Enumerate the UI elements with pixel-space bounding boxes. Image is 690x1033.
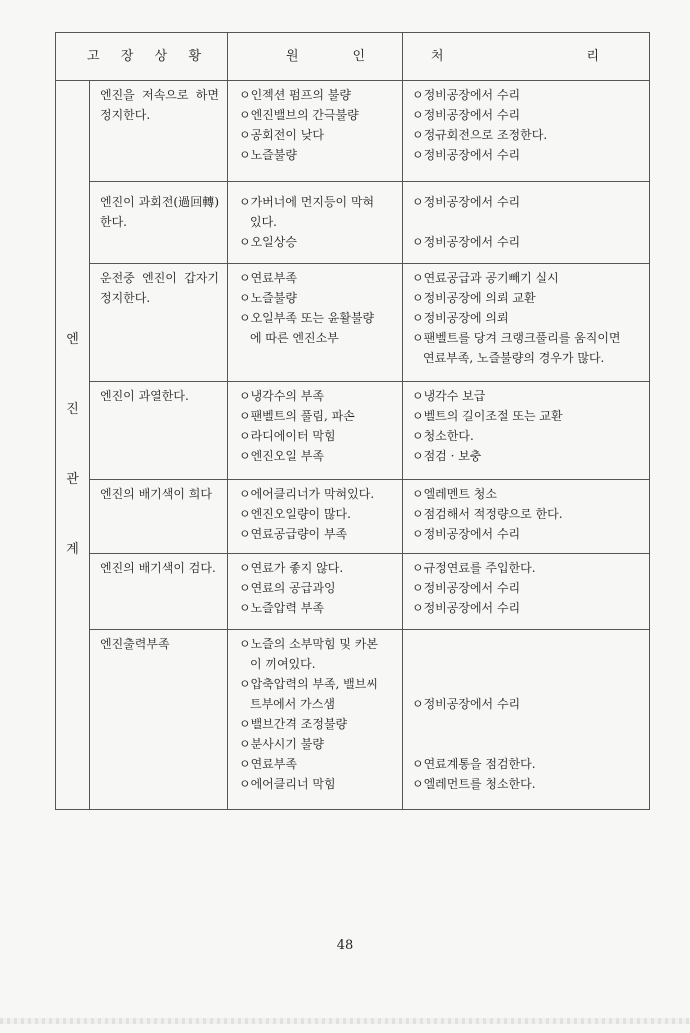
remedy-line: ㅇ정비공장에 의뢰 xyxy=(412,311,509,325)
header-row xyxy=(56,33,650,81)
cause-line: ㅇ압축압력의 부족, 밸브씨 xyxy=(239,677,378,691)
category-char: 엔 xyxy=(66,332,79,347)
cause-line: ㅇ노즐의 소부막힘 및 카본 xyxy=(239,637,378,651)
cause-line: 트부에서 가스샘 xyxy=(250,697,335,711)
remedy-line: ㅇ냉각수 보급 xyxy=(412,389,486,403)
symptom-cell xyxy=(90,630,228,810)
cause-line: ㅇ오일부족 또는 윤활불량 xyxy=(239,311,375,325)
remedy-line: ㅇ정비공장에서 수리 xyxy=(412,88,521,102)
remedy-line: ㅇ점검해서 적정량으로 한다. xyxy=(412,507,563,521)
remedy-line: ㅇ팬벨트를 당겨 크랭크풀리를 움직이면 xyxy=(412,331,621,345)
spacer xyxy=(412,714,645,754)
cause-cell xyxy=(228,264,403,382)
symptom-text: 엔진의 배기색이 희다 xyxy=(100,487,212,501)
header-remedy-char-1: 처 xyxy=(431,48,444,64)
symptom-cell xyxy=(90,554,228,630)
remedy-line: ㅇ엘레먼트를 청소한다. xyxy=(412,777,536,791)
header-remedy-text xyxy=(403,47,649,67)
cause-line: ㅇ밸브간격 조정불량 xyxy=(239,717,348,731)
cause-cell xyxy=(228,630,403,810)
symptom-cell xyxy=(90,382,228,480)
remedy-line: ㅇ벨트의 길이조절 또는 교환 xyxy=(412,409,563,423)
cause-line: ㅇ연료가 좋지 않다. xyxy=(239,561,344,575)
cause-line: ㅇ엔진오일 부족 xyxy=(239,449,324,463)
table-row xyxy=(56,264,650,382)
header-symptom xyxy=(56,33,228,81)
remedy-cell xyxy=(403,554,650,630)
header-symptom-char-1: 고 xyxy=(87,48,100,64)
cause-line: ㅇ연료의 공급과잉 xyxy=(239,581,336,595)
remedy-line: ㅇ정비공장에서 수리 xyxy=(412,601,521,615)
header-cause-char-2: 인 xyxy=(352,48,365,64)
header-cause xyxy=(228,33,403,81)
category-char: 관 xyxy=(66,472,79,487)
cause-line: ㅇ공회전이 낮다 xyxy=(239,128,324,142)
remedy-line: 연료부족, 노즐불량의 경우가 많다. xyxy=(423,351,605,365)
remedy-cell xyxy=(403,480,650,554)
table-row xyxy=(56,480,650,554)
remedy-line: ㅇ점검 · 보충 xyxy=(412,449,482,463)
symptom-cell xyxy=(90,264,228,382)
remedy-line: ㅇ엘레멘트 청소 xyxy=(412,487,497,501)
symptom-cell xyxy=(90,480,228,554)
symptom-text: 엔진출력부족 xyxy=(100,637,170,651)
header-remedy-char-2: 리 xyxy=(586,48,599,64)
category-cell xyxy=(56,81,90,810)
remedy-line: ㅇ정비공장에서 수리 xyxy=(412,195,521,209)
troubleshooting-table xyxy=(55,32,650,810)
cause-line: ㅇ에어클리너가 막혀있다. xyxy=(239,487,375,501)
category-label xyxy=(56,330,89,560)
cause-line: ㅇ에어클리너 막힘 xyxy=(239,777,336,791)
spacer xyxy=(412,634,645,674)
header-symptom-text xyxy=(56,47,227,67)
remedy-line: ㅇ정비공장에 의뢰 교환 xyxy=(412,291,536,305)
remedy-line: ㅇ정비공장에서 수리 xyxy=(412,108,521,122)
category-char: 진 xyxy=(66,402,79,417)
cause-cell xyxy=(228,480,403,554)
remedy-line: ㅇ정비공장에서 수리 xyxy=(412,527,521,541)
page-number: 48 xyxy=(336,938,354,953)
category-char: 계 xyxy=(66,542,79,557)
remedy-cell xyxy=(403,630,650,810)
header-cause-char-1: 원 xyxy=(286,48,299,64)
remedy-cell xyxy=(403,182,650,264)
cause-line: ㅇ연료부족 xyxy=(239,271,297,285)
cause-line: ㅇ연료공급량이 부족 xyxy=(239,527,348,541)
remedy-line: ㅇ규정연료를 주입한다. xyxy=(412,561,536,575)
cause-line: ㅇ인젝션 펌프의 불량 xyxy=(239,88,351,102)
symptom-text: 엔진이 과회전(過回轉)한다. xyxy=(100,195,219,229)
table-row xyxy=(56,630,650,810)
table-row xyxy=(56,554,650,630)
cause-cell xyxy=(228,382,403,480)
symptom-text: 엔진의 배기색이 검다. xyxy=(100,561,216,575)
remedy-line: ㅇ연료계통을 점검한다. xyxy=(412,757,536,771)
remedy-line: ㅇ연료공급과 공기빼기 실시 xyxy=(412,271,559,285)
cause-line: ㅇ노즐불량 xyxy=(239,291,297,305)
table-row xyxy=(56,382,650,480)
symptom-cell xyxy=(90,81,228,182)
cause-line: ㅇ노즐압력 부족 xyxy=(239,601,324,615)
cause-line: ㅇ분사시기 불량 xyxy=(239,737,324,751)
header-remedy xyxy=(403,33,650,81)
spacer xyxy=(412,212,645,232)
table-row xyxy=(56,81,650,182)
table-row xyxy=(56,182,650,264)
remedy-line: ㅇ청소한다. xyxy=(412,429,474,443)
header-symptom-char-3: 상 xyxy=(154,48,168,64)
cause-cell xyxy=(228,554,403,630)
remedy-cell xyxy=(403,81,650,182)
cause-line: ㅇ연료부족 xyxy=(239,757,297,771)
remedy-line: ㅇ정규회전으로 조정한다. xyxy=(412,128,548,142)
header-symptom-char-2: 장 xyxy=(120,48,134,64)
remedy-line: ㅇ정비공장에서 수리 xyxy=(412,235,521,249)
cause-line: ㅇ가버너에 먼지등이 막혀 xyxy=(239,195,375,209)
symptom-text: 엔진이 과열한다. xyxy=(100,389,189,403)
symptom-text: 운전중 엔진이 갑자기 정지한다. xyxy=(100,271,219,305)
symptom-text: 엔진을 저속으로 하면 정지한다. xyxy=(100,88,219,122)
cause-line: 에 따른 엔진소부 xyxy=(250,331,339,345)
remedy-line: ㅇ정비공장에서 수리 xyxy=(412,148,521,162)
remedy-cell xyxy=(403,382,650,480)
header-cause-text xyxy=(228,47,402,67)
symptom-cell xyxy=(90,182,228,264)
cause-line: ㅇ엔진밸브의 간극불량 xyxy=(239,108,359,122)
spacer xyxy=(412,674,645,694)
cause-cell xyxy=(228,182,403,264)
cause-cell xyxy=(228,81,403,182)
remedy-line: ㅇ정비공장에서 수리 xyxy=(412,697,521,711)
cause-line: ㅇ오일상승 xyxy=(239,235,297,249)
cause-line: ㅇ라디에이터 막힘 xyxy=(239,429,336,443)
cause-line: 있다. xyxy=(250,215,277,229)
remedy-line: ㅇ정비공장에서 수리 xyxy=(412,581,521,595)
cause-line: ㅇ팬벨트의 풀림, 파손 xyxy=(239,409,355,423)
scan-edge xyxy=(0,1018,690,1024)
header-symptom-char-4: 황 xyxy=(188,48,201,64)
cause-line: 이 끼여있다. xyxy=(250,657,316,671)
cause-line: ㅇ엔진오일량이 많다. xyxy=(239,507,351,521)
cause-line: ㅇ냉각수의 부족 xyxy=(239,389,324,403)
remedy-cell xyxy=(403,264,650,382)
cause-line: ㅇ노즐불량 xyxy=(239,148,297,162)
